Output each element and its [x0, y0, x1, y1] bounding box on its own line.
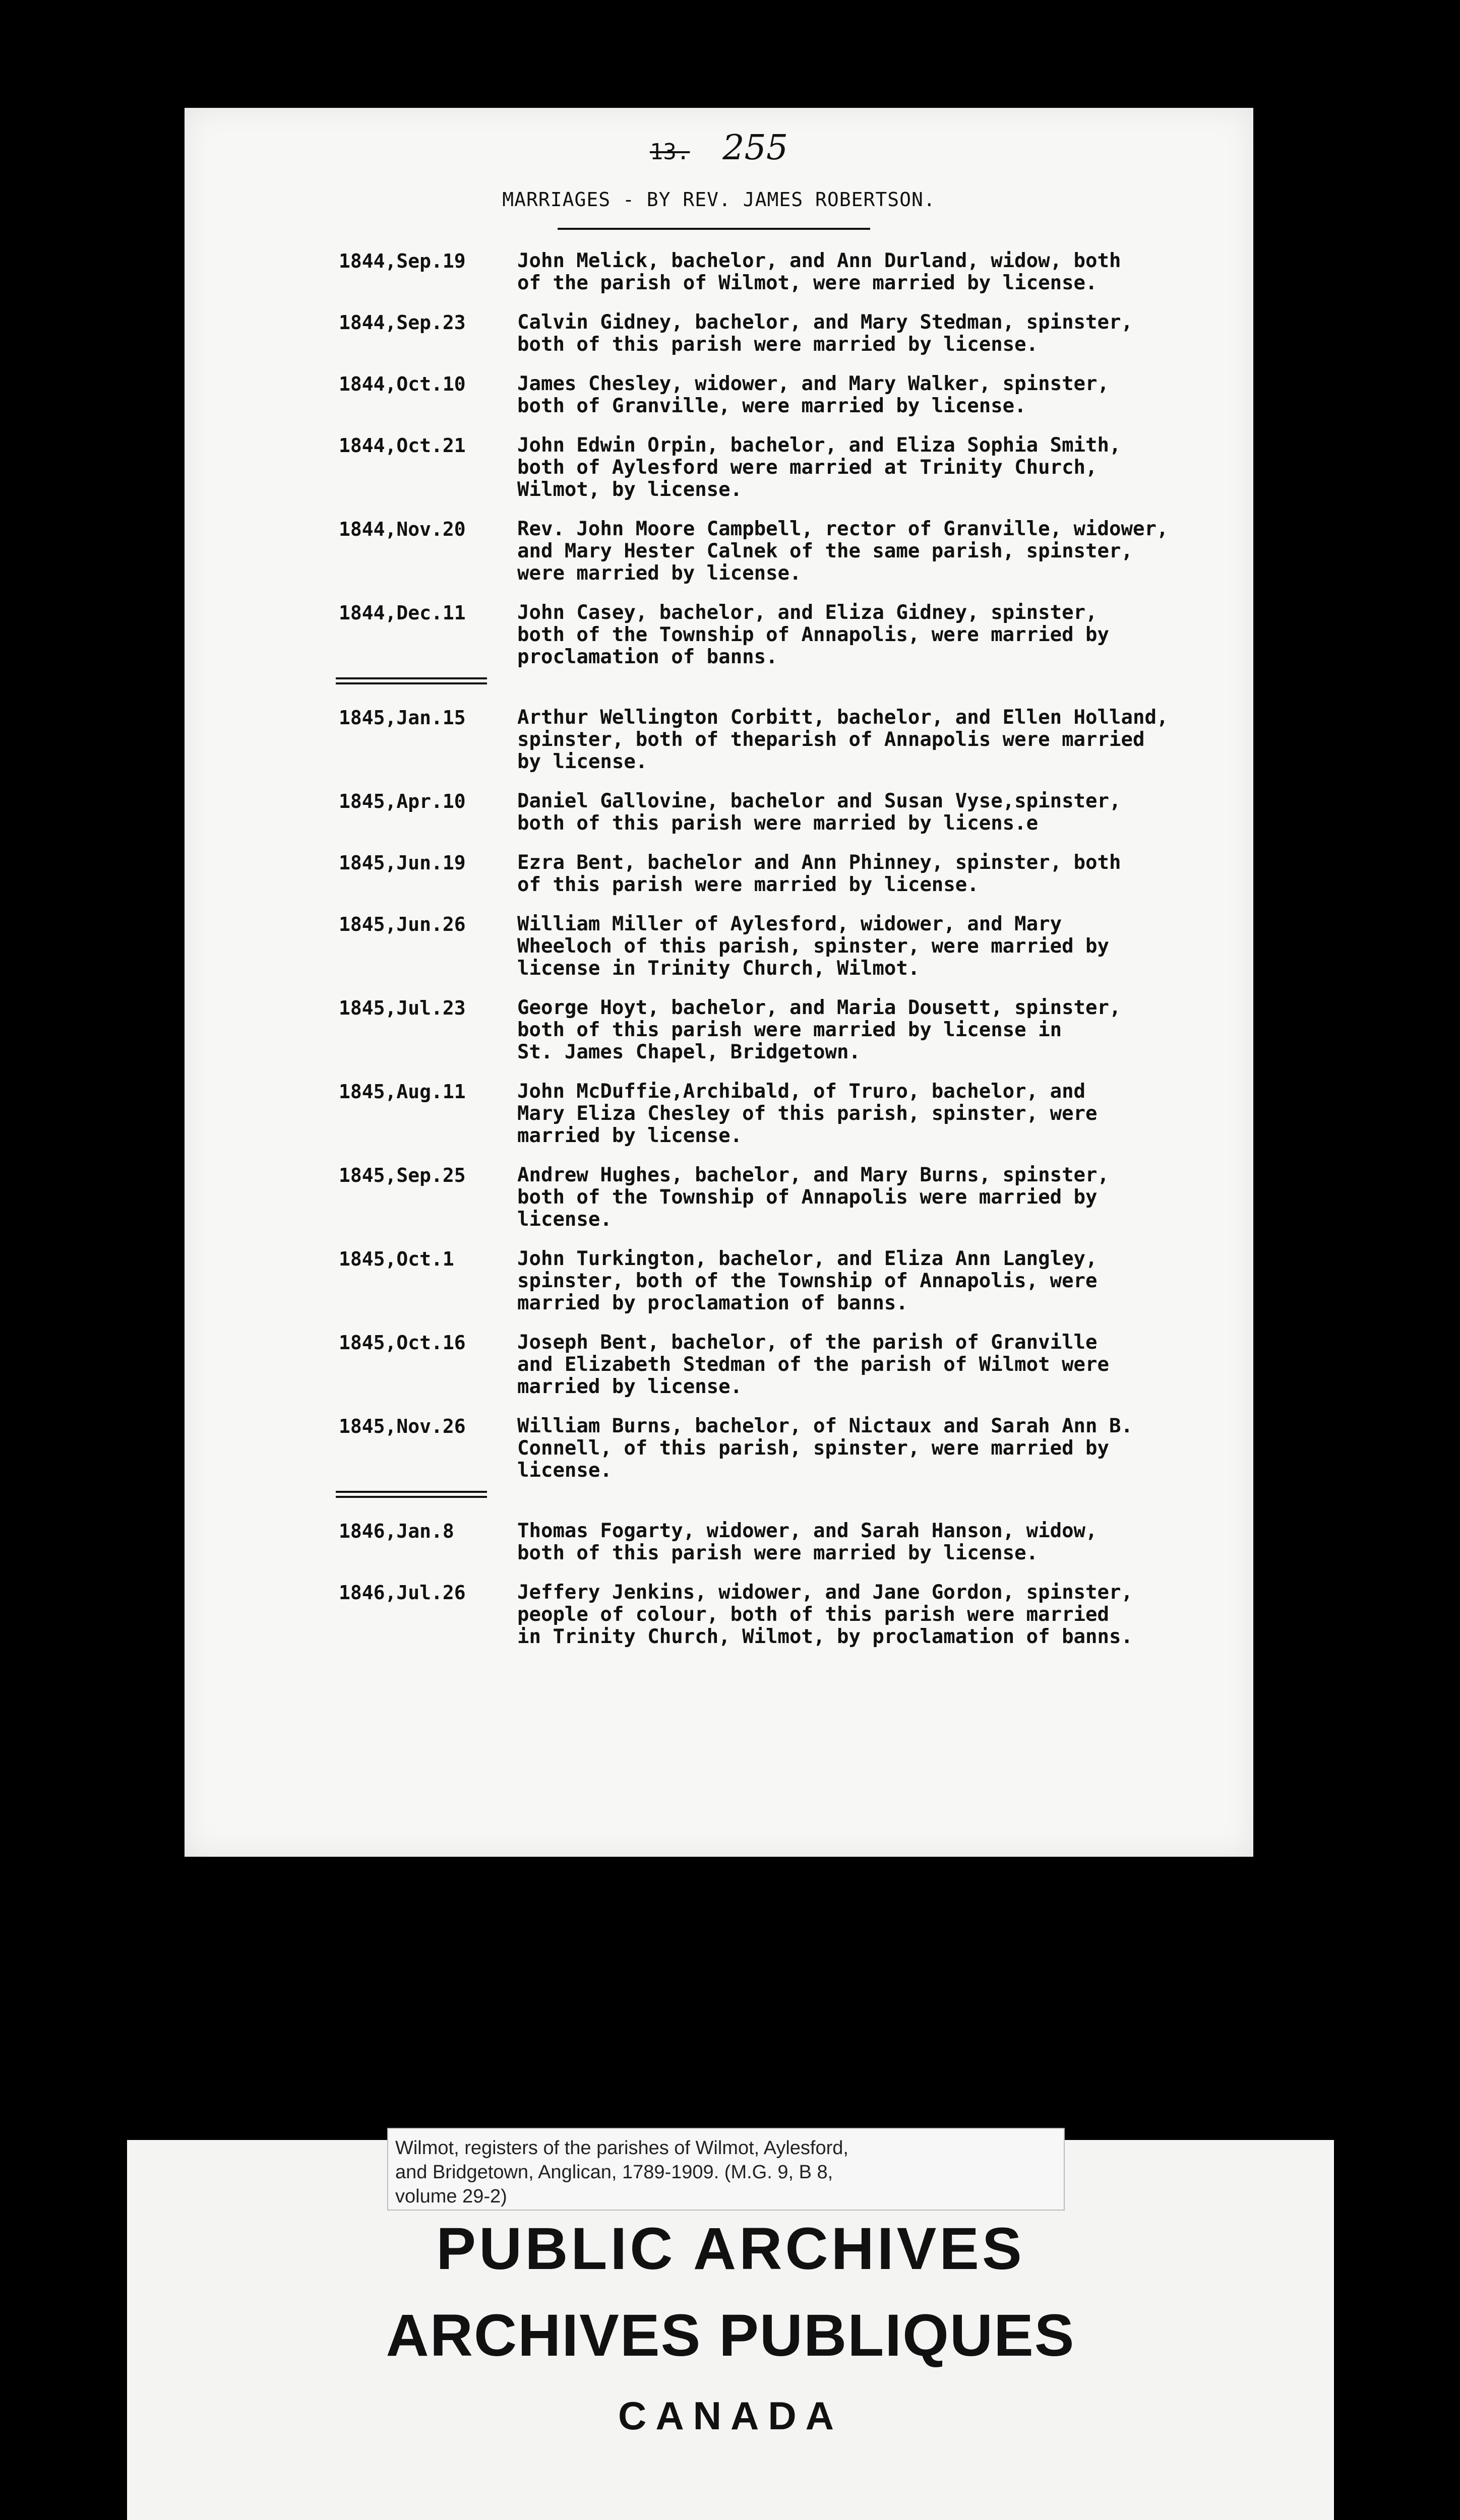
entry-date: 1845,Jun.26 [339, 913, 466, 935]
entry-text: James Chesley, widower, and Mary Walker, spinster, both of Granville, were married by license. [517, 373, 1109, 417]
entry-date: 1845,Jun.19 [339, 852, 466, 874]
marriage-entry [185, 997, 1253, 1063]
entry-text: William Burns, bachelor, of Nictaux and Sarah Ann B. Connell, of this parish, spinster, were married by license. [517, 1415, 1133, 1482]
entry-date: 1846,Jul.26 [339, 1582, 466, 1604]
entry-text: Joseph Bent, bachelor, of the parish of Granville and Elizabeth Stedman of the parish of Wilmot were married by license. [517, 1332, 1109, 1398]
catalogue-slip-text: Wilmot, registers of the parishes of Wilmot, Aylesford, and Bridgetown, Anglican, 1789-1909. (M.G. 9, B 8, volume 29-2) [395, 2137, 848, 2207]
marriage-entry [185, 1164, 1253, 1231]
marriage-entry [185, 311, 1253, 356]
year-divider [336, 1491, 487, 1502]
page-title: MARRIAGES - BY REV. JAMES ROBERTSON. [502, 188, 936, 211]
entry-text: John McDuffie,Archibald, of Truro, bachelor, and Mary Eliza Chesley of this parish, spinster, were married by license. [517, 1081, 1098, 1147]
entry-text: Andrew Hughes, bachelor, and Mary Burns, spinster, both of the Township of Annapolis were married by license. [517, 1164, 1109, 1231]
entry-date: 1845,Jan.15 [339, 707, 466, 729]
entry-text: William Miller of Aylesford, widower, and Mary Wheeloch of this parish, spinster, were married by license in Trinity Church, Wilmot. [517, 913, 1109, 980]
archives-label-card [127, 2137, 1334, 2520]
marriage-entry [185, 1582, 1253, 1648]
catalogue-slip [387, 2128, 1065, 2211]
marriage-entry [185, 518, 1253, 585]
entry-date: 1845,Nov.26 [339, 1415, 466, 1437]
entry-text: Thomas Fogarty, widower, and Sarah Hanson, widow, both of this parish were married by license. [517, 1520, 1098, 1564]
entry-date: 1844,Dec.11 [339, 602, 466, 624]
register-page [185, 108, 1253, 1857]
entry-text: George Hoyt, bachelor, and Maria Dousett, spinster, both of this parish were married by license in St. James Chapel, Bridgetown. [517, 997, 1121, 1063]
entry-text: Ezra Bent, bachelor and Ann Phinney, spinster, both of this parish were married by license. [517, 852, 1121, 896]
entry-date: 1844,Sep.19 [339, 250, 466, 272]
marriage-entry [185, 1415, 1253, 1482]
marriage-entry [185, 707, 1253, 773]
marriage-entry [185, 373, 1253, 417]
entry-date: 1844,Oct.10 [339, 373, 466, 395]
entry-text: John Melick, bachelor, and Ann Durland, widow, both of the parish of Wilmot, were married by license. [517, 250, 1121, 294]
entry-text: Calvin Gidney, bachelor, and Mary Stedman, spinster, both of this parish were married by license. [517, 311, 1133, 356]
entry-date: 1844,Nov.20 [339, 518, 466, 540]
archives-name-english: PUBLIC ARCHIVES [436, 2216, 1025, 2282]
page-number-typed: 13. [649, 139, 690, 165]
archives-name-french: ARCHIVES PUBLIQUES [386, 2302, 1075, 2369]
entry-text: Rev. John Moore Campbell, rector of Granville, widower, and Mary Hester Calnek of the same parish, spinster, were married by license. [517, 518, 1169, 585]
entry-date: 1846,Jan.8 [339, 1520, 454, 1542]
marriage-entry [185, 852, 1253, 896]
marriage-entry [185, 1081, 1253, 1147]
marriage-entry [185, 1520, 1253, 1564]
marriage-entry [185, 434, 1253, 501]
entry-date: 1844,Sep.23 [339, 311, 466, 334]
marriage-entry [185, 250, 1253, 294]
entry-date: 1845,Oct.1 [339, 1248, 454, 1270]
marriage-entry [185, 602, 1253, 668]
entry-text: John Casey, bachelor, and Eliza Gidney, spinster, both of the Township of Annapolis, were married by proclamation of banns. [517, 602, 1109, 668]
entry-date: 1845,Oct.16 [339, 1332, 466, 1354]
entry-date: 1845,Sep.25 [339, 1164, 466, 1186]
entry-text: John Edwin Orpin, bachelor, and Eliza Sophia Smith, both of Aylesford were married at Trinity Church, Wilmot, by license. [517, 434, 1121, 501]
entry-text: John Turkington, bachelor, and Eliza Ann Langley, spinster, both of the Township of Annapolis, were married by proclamation of banns. [517, 1248, 1098, 1314]
entry-text: Arthur Wellington Corbitt, bachelor, and Ellen Holland, spinster, both of theparish of Annapolis were married by license. [517, 707, 1169, 773]
entry-date: 1845,Apr.10 [339, 790, 466, 812]
entry-date: 1845,Aug.11 [339, 1081, 466, 1103]
entry-text: Daniel Gallovine, bachelor and Susan Vyse,spinster, both of this parish were married by licens.e [517, 790, 1121, 835]
marriage-entry [185, 790, 1253, 835]
marriage-entry [185, 913, 1253, 980]
year-divider [336, 677, 487, 688]
archives-country: CANADA [618, 2393, 843, 2438]
entry-text: Jeffery Jenkins, widower, and Jane Gordon, spinster, people of colour, both of this parish were married in Trinity Church, Wilmot, by proclamation of banns. [517, 1582, 1133, 1648]
heading-underline [558, 228, 870, 230]
entry-date: 1844,Oct.21 [339, 434, 466, 457]
marriage-entry [185, 1248, 1253, 1314]
marriage-entries [185, 250, 1253, 1665]
page-number [185, 128, 1253, 168]
entry-date: 1845,Jul.23 [339, 997, 466, 1019]
page-number-handwritten: 255 [722, 128, 788, 168]
marriage-entry [185, 1332, 1253, 1398]
